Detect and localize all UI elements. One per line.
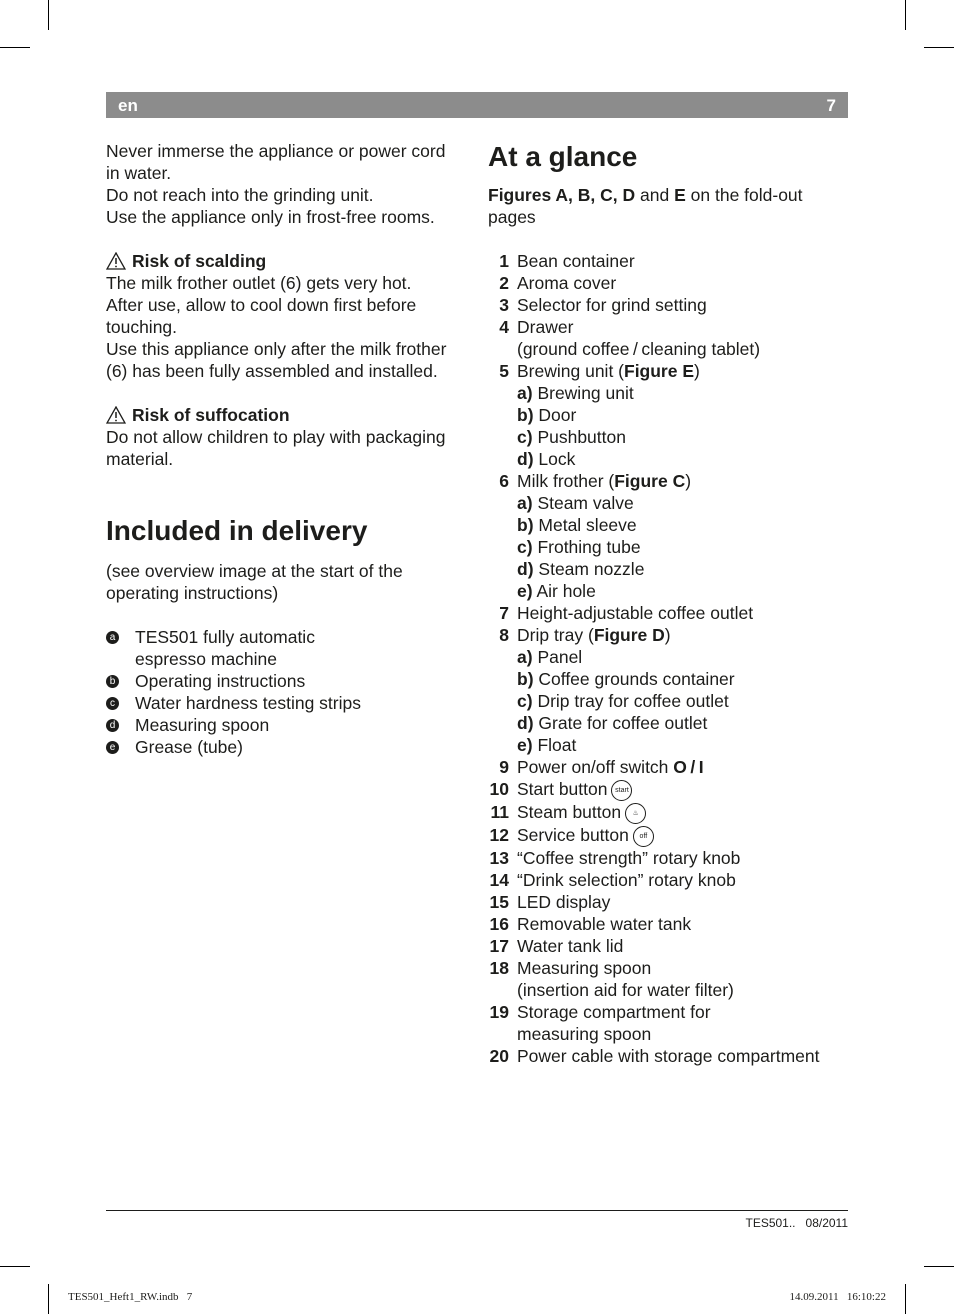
glance-item: 15 LED display (489, 891, 611, 912)
delivery-note: operating instructions) (106, 583, 279, 603)
glance-item: 2 Aroma cover (499, 273, 617, 293)
language-label: en (118, 96, 138, 115)
delivery-text: Water hardness testing strips (135, 693, 361, 713)
delivery-note: (see overview image at the start of the (106, 561, 403, 581)
glance-item: 18 Measuring spoon (insertion aid for water filter) (489, 957, 734, 1000)
footer-rule (106, 1210, 848, 1211)
scald-line: touching. (106, 317, 178, 337)
glance-subitem: d) Lock (517, 449, 576, 469)
glance-item: 4 Drawer (ground coffee / cleaning tablet) (499, 317, 761, 359)
crop-mark (924, 47, 954, 48)
glance-item: 8 Drip tray (Figure D) (499, 625, 671, 645)
item-letter-badge: a (106, 631, 119, 644)
glance-subitem: c) Pushbutton (517, 427, 626, 447)
delivery-text: Measuring spoon (135, 715, 270, 735)
glance-item: 7 Height-adjustable coffee outlet (499, 603, 754, 623)
glance-item: 6 Milk frother (Figure C) (499, 471, 692, 491)
item-letter-badge: b (106, 675, 119, 688)
suffocation-title: Risk of suffocation (132, 405, 290, 425)
button-symbol-icon: off (633, 826, 654, 847)
glance-subitem: a) Steam valve (517, 493, 634, 513)
slug-left: TES501_Heft1_RW.indb 7 (68, 1291, 193, 1303)
glance-item: 10 Start button start (488, 778, 848, 801)
glance-item: 5 Brewing unit (Figure E) (499, 361, 700, 381)
intro-line: Never immerse the appliance or power cord (106, 141, 446, 161)
glance-item: 1 Bean container (499, 251, 635, 271)
intro-line: Use the appliance only in frost-free rooms. (106, 207, 435, 227)
scald-line: After use, allow to cool down first before (106, 295, 417, 315)
delivery-text: Operating instructions (135, 671, 306, 691)
suff-line: material. (106, 449, 174, 469)
glance-subitem: a) Panel (517, 647, 583, 667)
scald-line: (6) has been fully assembled and installed. (106, 361, 438, 381)
glance-subitem: e) Air hole (517, 581, 596, 601)
glance-subitem: d) Grate for coffee outlet (517, 713, 708, 733)
glance-item: 11 Steam button ♨ (488, 801, 848, 824)
item-letter-badge: c (106, 697, 119, 710)
crop-mark (48, 1284, 49, 1314)
crop-mark (0, 47, 30, 48)
scald-line: Use this appliance only after the milk frother (106, 339, 447, 359)
delivery-item (106, 692, 471, 714)
delivery-item (106, 714, 471, 736)
button-symbol-icon: ♨ (625, 803, 646, 824)
page-header (106, 92, 848, 118)
footer-text: TES501.. 08/2011 (745, 1216, 848, 1230)
glance-item: 14 “Drink selection” rotary knob (489, 869, 736, 890)
glance-subitem: e) Float (517, 735, 577, 755)
glance-subitem: b) Coffee grounds container (517, 669, 735, 689)
glance-subitem: c) Drip tray for coffee outlet (517, 691, 729, 711)
glance-item: 3 Selector for grind setting (499, 295, 707, 315)
delivery-text: Grease (tube) (135, 737, 243, 757)
suff-line: Do not allow children to play with packaging (106, 427, 446, 447)
delivery-item (106, 736, 471, 758)
scalding-warning-heading (106, 250, 471, 272)
delivery-item (106, 670, 471, 692)
glance-item: 12 Service button off (488, 824, 848, 847)
page-number: 7 (826, 96, 836, 115)
suffocation-warning-heading (106, 404, 471, 426)
item-letter-badge: e (106, 741, 119, 754)
glance-item: 19 Storage compartment for measuring spoon (489, 1001, 711, 1044)
button-symbol-icon: start (611, 780, 632, 801)
delivery-heading: Included in delivery (106, 515, 368, 546)
glance-item: 16 Removable water tank (489, 913, 692, 934)
glance-list (488, 250, 848, 1067)
left-column (106, 140, 471, 758)
crop-mark (48, 0, 49, 30)
intro-line: Do not reach into the grinding unit. (106, 185, 374, 205)
warning-triangle-icon (106, 252, 126, 270)
crop-mark (905, 1284, 906, 1314)
scalding-title: Risk of scalding (132, 251, 267, 271)
glance-subitem: d) Steam nozzle (517, 559, 645, 579)
crop-mark (0, 1266, 30, 1267)
glance-heading: At a glance (488, 141, 638, 172)
glance-item: 20 Power cable with storage compartment (489, 1045, 820, 1066)
glance-subitem: a) Brewing unit (517, 383, 634, 403)
delivery-text: espresso machine (135, 649, 278, 669)
crop-mark (924, 1266, 954, 1267)
slug-right: 14.09.2011 16:10:22 (789, 1291, 886, 1303)
glance-subitem: c) Frothing tube (517, 537, 641, 557)
scald-line: The milk frother outlet (6) gets very hot. (106, 273, 412, 293)
glance-item: 13 “Coffee strength” rotary knob (489, 847, 741, 868)
figures-line: Figures A, B, C, D and E on the fold-out (488, 185, 803, 205)
crop-mark (905, 0, 906, 30)
intro-line: in water. (106, 163, 172, 183)
delivery-text: TES501 fully automatic (135, 627, 315, 647)
figures-line: pages (488, 207, 536, 227)
item-letter-badge: d (106, 719, 119, 732)
right-column (488, 140, 848, 1067)
glance-item: 17 Water tank lid (489, 935, 624, 956)
warning-triangle-icon (106, 406, 126, 424)
delivery-item (106, 626, 471, 670)
glance-item: 9 Power on/off switch O / I (499, 757, 704, 777)
glance-subitem: b) Metal sleeve (517, 515, 637, 535)
glance-subitem: b) Door (517, 405, 577, 425)
